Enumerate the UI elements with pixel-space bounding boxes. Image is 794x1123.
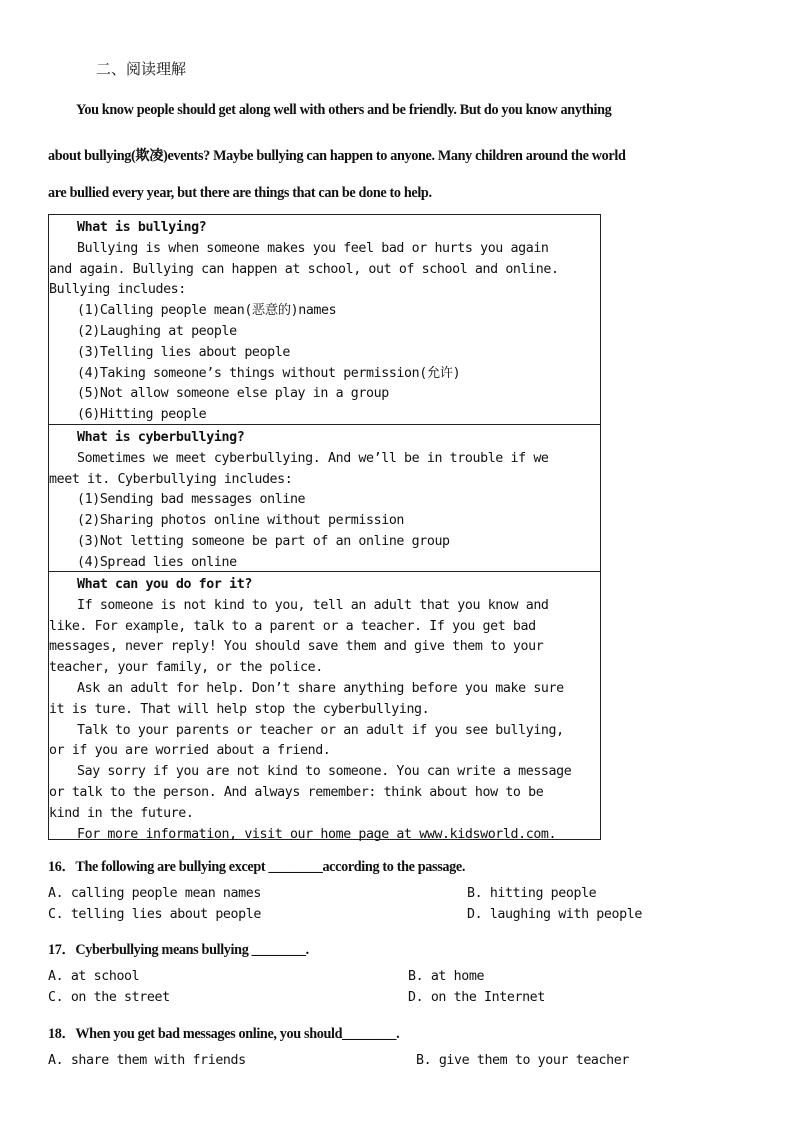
- section-cyberbullying: [49, 425, 600, 572]
- question-17-stem: 17．Cyberbullying means bullying ________.: [48, 942, 309, 958]
- passage-line: Say sorry if you are not kind to someone. You can write a message: [77, 764, 572, 780]
- section-bullying: [49, 215, 600, 425]
- question-17-option-a: A. at school: [48, 969, 140, 984]
- passage-line: or if you are worried about a friend.: [49, 743, 331, 759]
- question-17-option-b: B. at home: [408, 969, 485, 984]
- passage-line: or talk to the person. And always remember: think about how to be: [49, 784, 544, 800]
- intro-line-1: You know people should get along well with others and be friendly. But do you know anything: [76, 102, 612, 118]
- passage-line: Sometimes we meet cyberbullying. And we’ll be in trouble if we: [77, 450, 549, 466]
- question-16-stem: 16．The following are bullying except ________according to the passage.: [48, 859, 466, 875]
- list-item: (2)Laughing at people: [77, 323, 237, 339]
- list-item: (4)Spread lies online: [77, 554, 237, 570]
- section-title: What is bullying?: [77, 220, 207, 235]
- passage-line: and again. Bullying can happen at school, out of school and online.: [49, 261, 559, 277]
- reading-passage-box: [48, 214, 601, 840]
- list-item: (5)Not allow someone else play in a group: [77, 386, 389, 402]
- passage-line: it is ture. That will help stop the cyberbullying.: [49, 701, 430, 717]
- list-item: (4)Taking someone’s things without permission(允许): [77, 365, 461, 381]
- question-16-option-d: D. laughing with people: [467, 907, 642, 922]
- question-16-option-b: B. hitting people: [467, 886, 597, 901]
- question-18-option-a: A. share them with friends: [48, 1053, 246, 1068]
- passage-line: Bullying includes:: [49, 282, 186, 298]
- passage-line: like. For example, talk to a parent or a teacher. If you get bad: [49, 618, 536, 634]
- passage-line: meet it. Cyberbullying includes:: [49, 471, 293, 487]
- list-item: (1)Sending bad messages online: [77, 492, 306, 508]
- intro-line-3: are bullied every year, but there are things that can be done to help.: [48, 185, 432, 201]
- passage-line: Ask an adult for help. Don’t share anything before you make sure: [77, 680, 564, 696]
- passage-line: If someone is not kind to you, tell an adult that you know and: [77, 597, 549, 613]
- list-item: (2)Sharing photos online without permission: [77, 513, 405, 529]
- question-16-option-a: A. calling people mean names: [48, 886, 261, 901]
- question-17-option-d: D. on the Internet: [408, 990, 545, 1005]
- passage-line: kind in the future.: [49, 805, 194, 821]
- list-item: (1)Calling people mean(恶意的)names: [77, 303, 337, 319]
- section-title: What is cyberbullying?: [77, 430, 245, 445]
- passage-line: teacher, your family, or the police.: [49, 660, 323, 676]
- list-item: (6)Hitting people: [77, 407, 207, 423]
- section-what-to-do: [49, 572, 600, 842]
- list-item: (3)Not letting someone be part of an online group: [77, 533, 450, 549]
- section-title: What can you do for it?: [77, 577, 252, 592]
- list-item: (3)Telling lies about people: [77, 344, 290, 360]
- question-18-option-b: B. give them to your teacher: [416, 1053, 629, 1068]
- passage-line: For more information, visit our home page at www.kidsworld.com.: [77, 826, 557, 842]
- passage-line: Bullying is when someone makes you feel bad or hurts you again: [77, 240, 549, 256]
- section-heading: 二、阅读理解: [96, 60, 187, 78]
- question-17-option-c: C. on the street: [48, 990, 170, 1005]
- question-18-stem: 18．When you get bad messages online, you should________.: [48, 1026, 400, 1042]
- question-16-option-c: C. telling lies about people: [48, 907, 261, 922]
- passage-line: messages, never reply! You should save them and give them to your: [49, 639, 544, 655]
- passage-line: Talk to your parents or teacher or an adult if you see bullying,: [77, 722, 564, 738]
- intro-line-2: about bullying(欺凌)events? Maybe bullying can happen to anyone. Many children around the world: [48, 148, 626, 164]
